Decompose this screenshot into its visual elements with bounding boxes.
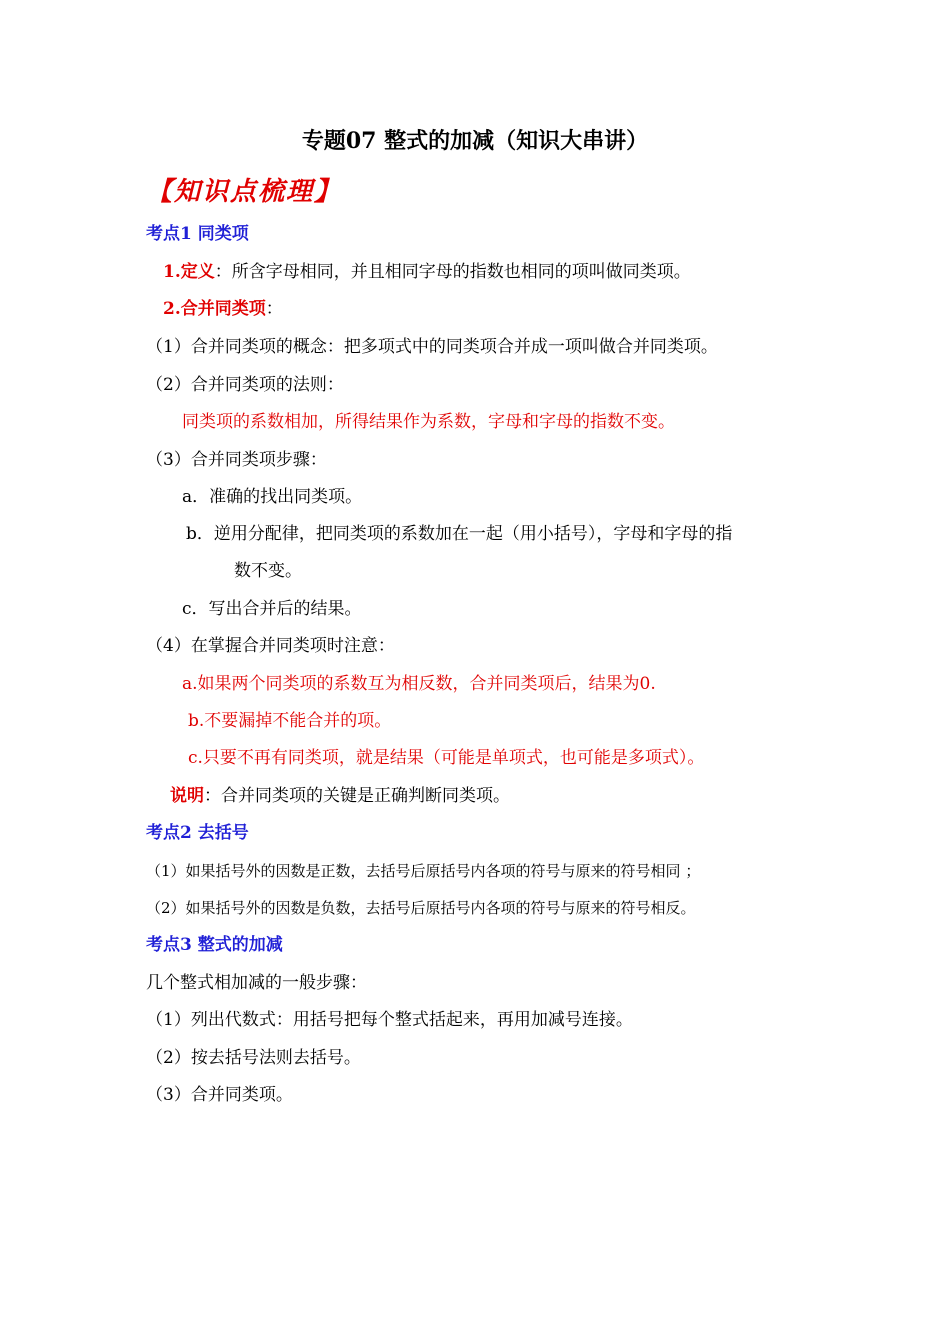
note-c: c.只要不再有同类项，就是结果（可能是单项式，也可能是多项式）。 — [188, 748, 705, 768]
addsub-intro: 几个整式相加减的一般步骤： — [146, 973, 367, 993]
step-c: c．写出合并后的结果。 — [182, 599, 362, 619]
kp1-heading: 考点1 同类项 — [146, 224, 249, 244]
rule-text: 同类项的系数相加，所得结果作为系数，字母和字母的指数不变。 — [182, 412, 675, 432]
kp3-heading: 考点3 整式的加减 — [146, 935, 283, 955]
merge-line — [163, 297, 283, 321]
explain-text: ：合并同类项的关键是正确判断同类项。 — [204, 786, 510, 806]
note-a: a.如果两个同类项的系数互为相反数，合并同类项后，结果为0. — [182, 674, 656, 694]
bracket-rule-1: （1）如果括号外的因数是正数，去括号后原括号内各项的符号与原来的符号相同 ； — [146, 862, 701, 880]
page-title: 专题07 整式的加减（知识大串讲） — [301, 128, 649, 154]
merge-colon: ： — [265, 299, 283, 319]
section-banner: 【知识点梳理】 — [146, 177, 343, 207]
notes-heading: （4）在掌握合并同类项时注意： — [146, 636, 395, 656]
step-a: a．准确的找出同类项。 — [182, 487, 363, 507]
rule-heading: （2）合并同类项的法则： — [146, 375, 344, 395]
step-b-line2: 数不变。 — [234, 561, 302, 581]
addsub-step-2: （2）按去括号法则去括号。 — [146, 1048, 361, 1068]
step-b-line1: b．逆用分配律，把同类项的系数加在一起（用小括号），字母和字母的指 — [186, 524, 733, 544]
definition-text: ：所含字母相同，并且相同字母的指数也相同的项叫做同类项。 — [214, 262, 691, 282]
merge-label: 2.合并同类项 — [163, 299, 266, 319]
concept-line: （1）合并同类项的概念：把多项式中的同类项合并成一项叫做合并同类项。 — [146, 337, 718, 357]
note-b: b.不要漏掉不能合并的项。 — [188, 711, 392, 731]
explain-line — [170, 784, 510, 808]
definition-label: 1.定义 — [163, 262, 215, 282]
bracket-rule-2: （2）如果括号外的因数是负数，去括号后原括号内各项的符号与原来的符号相反。 — [146, 899, 696, 917]
addsub-step-1: （1）列出代数式：用括号把每个整式括起来，再用加减号连接。 — [146, 1010, 633, 1030]
explain-label: 说明 — [170, 786, 204, 806]
steps-heading: （3）合并同类项步骤： — [146, 450, 327, 470]
kp2-heading: 考点2 去括号 — [146, 823, 249, 843]
definition-line — [163, 260, 691, 284]
addsub-step-3: （3）合并同类项。 — [146, 1085, 293, 1105]
